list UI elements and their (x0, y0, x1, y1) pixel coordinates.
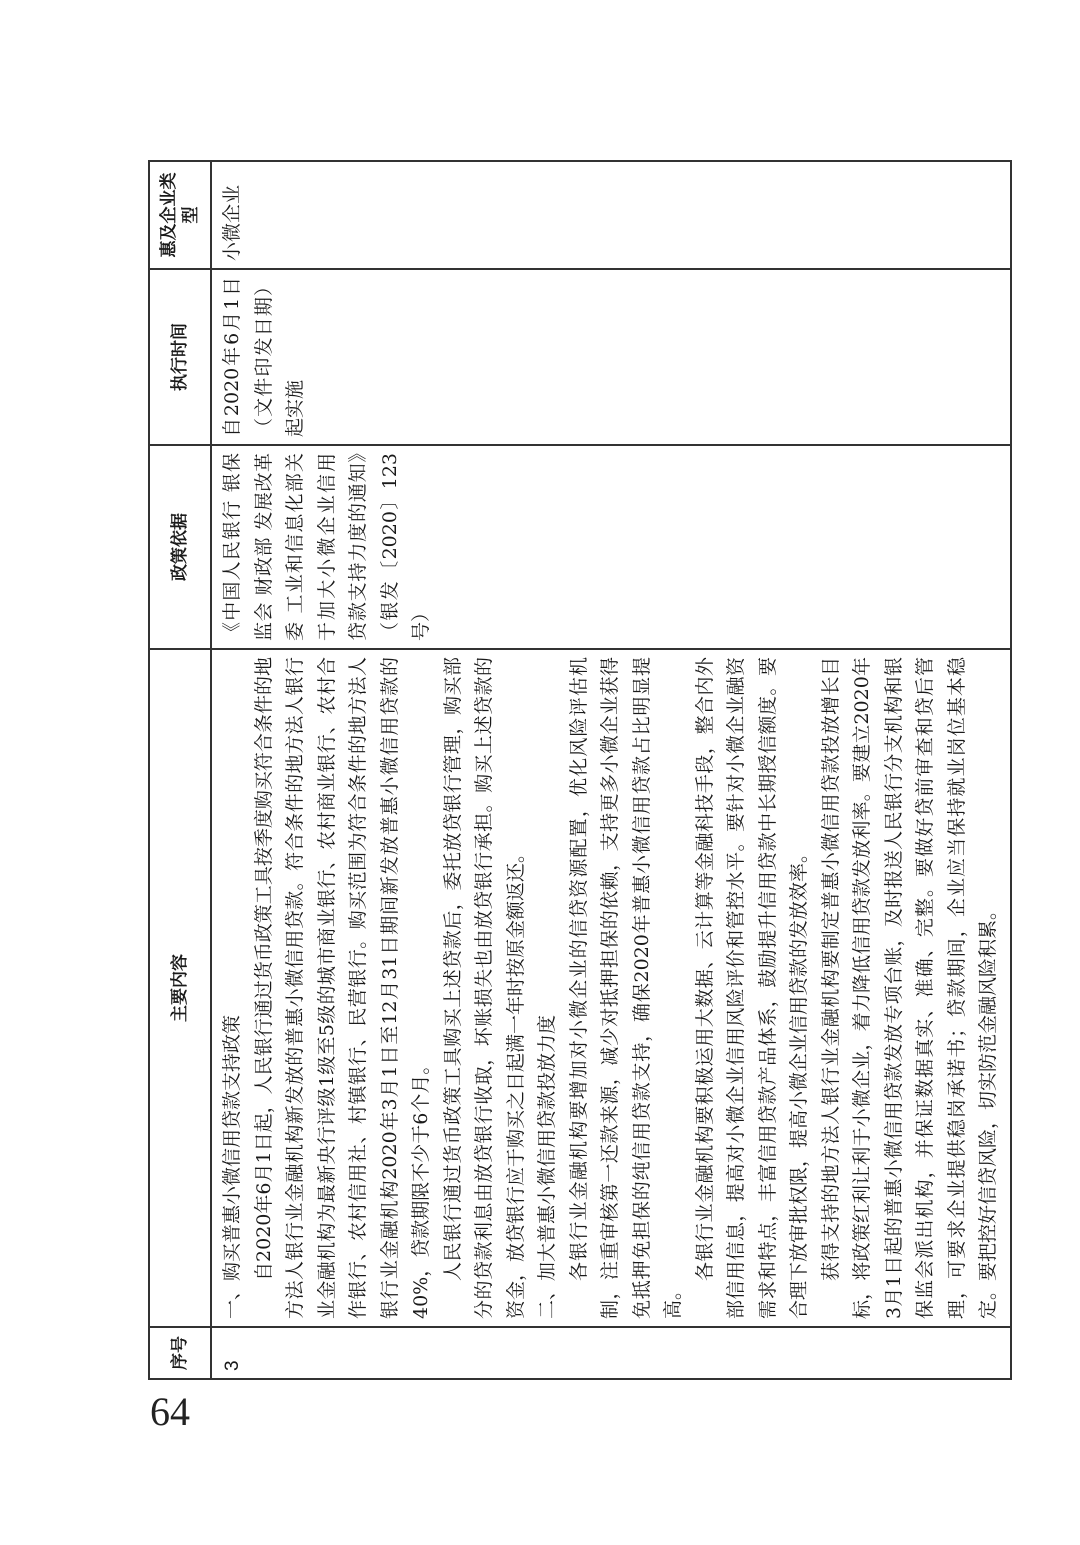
header-basis: 政策依据 (149, 445, 211, 649)
table-row (211, 161, 1011, 1379)
page-number: 64 (150, 1389, 190, 1434)
cell-seq: 3 (211, 1327, 1011, 1379)
content-paragraph: 自2020年6月1日起，人民银行通过货币政策工具按季度购买符合条件的地方法人银行业金融机构新发放的普惠小微信用贷款。符合条件的地方法人银行业金融机构为最新央行评级1级至5级的城市商业银行、农村商业银行、农村合作银行、农村信用社、村镇银行、民营银行。购买范围为符合条件的地方法人银行业金融机构2020年3月1日至12月31日期间新发放普惠小微信用贷款的40%，贷款期限不少于6个月。 (252, 657, 432, 1319)
policy-table (148, 160, 1012, 1380)
rotated-table-wrapper (148, 162, 999, 1380)
cell-time: 自2020年6月1日（文件印发日期）起实施 (211, 269, 1011, 445)
cell-content (211, 649, 1011, 1327)
content-paragraph: 各银行业金融机构要增加对小微企业的信贷资源配置，优化风险评估机制，注重审核第一还款来源，减少对抵押担保的依赖，支持更多小微企业获得免抵押免担保的纯信用贷款支持，确保2020年普惠小微信用贷款占比明显提高。 (567, 657, 684, 1319)
header-time: 执行时间 (149, 269, 211, 445)
content-paragraph: 人民银行通过货币政策工具购买上述贷款后，委托放贷银行管理，购买部分的贷款利息由放贷银行收取，坏账损失也由放贷银行承担。购买上述贷款的资金，放贷银行应于购买之日起满一年时按原金额返还。 (441, 657, 527, 1319)
content-paragraph: 一、购买普惠小微信用贷款支持政策 (221, 1014, 243, 1319)
cell-basis: 《中国人民银行 银保监会 财政部 发展改革委 工业和信息化部关于加大小微企业信用贷款支持力度的通知》（银发〔2020〕123号） (211, 445, 1011, 649)
header-seq: 序号 (149, 1327, 211, 1379)
content-paragraph: 各银行业金融机构要积极运用大数据、云计算等金融科技手段，整合内外部信用信息，提高对小微企业信用风险评价和管控水平。要针对小微企业融资需求和特点，丰富信用贷款产品体系，鼓励提升信用贷款中长期授信额度。要合理下放审批权限，提高小微企业信用贷款的发放效率。 (693, 657, 810, 1319)
header-type: 惠及企业类型 (149, 161, 211, 269)
header-content: 主要内容 (149, 649, 211, 1327)
header-row (149, 161, 211, 1379)
content-paragraph: 获得支持的地方法人银行业金融机构要制定普惠小微信用贷款投放增长目标，将政策红利让利于小微企业，着力降低信用贷款发放利率。要建立2020年3月1日起的普惠小微信用贷款发放专项台账，及时报送人民银行分支机构和银保监会派出机构，并保证数据真实、准确、完整。要做好贷前审查和贷后管理，可要求企业提供稳岗承诺书；贷款期间，企业应当保持就业岗位基本稳定。要把控好信贷风险，切实防范金融风险积累。 (819, 657, 999, 1319)
cell-type: 小微企业 (211, 161, 1011, 269)
content-paragraph: 二、加大普惠小微信用贷款投放力度 (536, 1014, 558, 1319)
